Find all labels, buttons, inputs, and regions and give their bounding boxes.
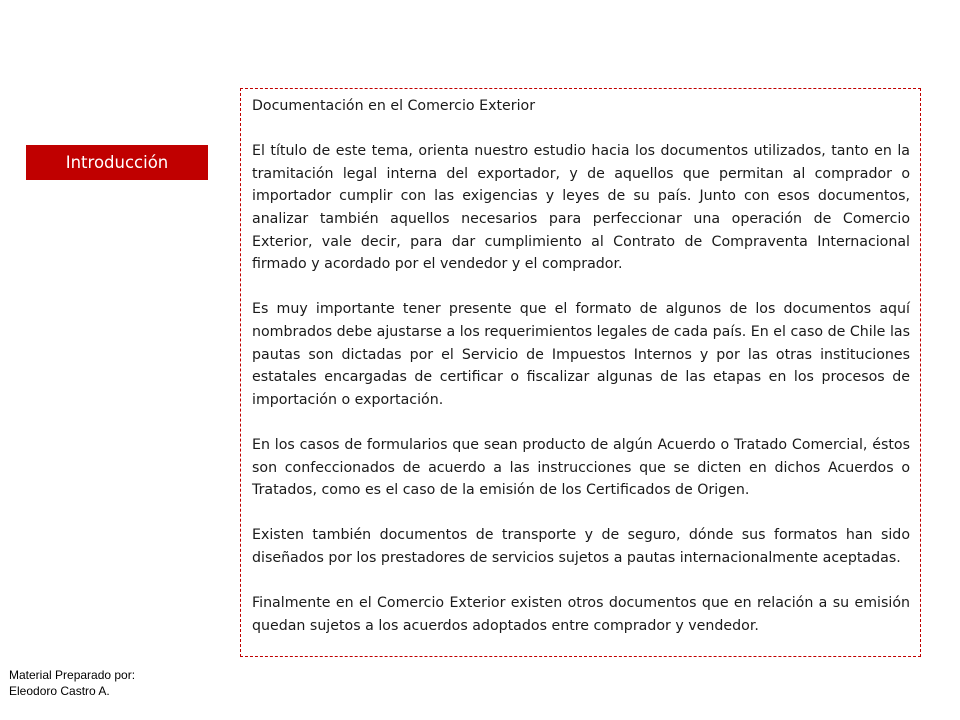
- paragraph-2: Es muy importante tener presente que el formato de algunos de los documentos aquí nombrados debe ajustarse a los requerimientos legales de cada país. En el caso de Chile las pautas son dictadas por el Servicio de Impuestos Internos y por las otras instituciones estatales encargadas de certificar o fiscalizar algunas de las etapas en los procesos de importación o exportación.: [252, 301, 910, 408]
- paragraph-3: En los casos de formularios que sean producto de algún Acuerdo o Tratado Comercial, éstos son confeccionados de acuerdo a las instrucciones que se dicten en dichos Acuerdos o Tratados, como es el caso de la emisión de los Certificados de Origen.: [252, 436, 910, 499]
- paragraph-5: Finalmente en el Comercio Exterior existen otros documentos que en relación a su emisión quedan sujetos a los acuerdos adoptados entre comprador y vendedor.: [252, 595, 910, 634]
- section-badge-introduccion: Introducción: [26, 145, 208, 180]
- credits-line-2: Eleodoro Castro A.: [9, 684, 110, 698]
- author-credits: [9, 667, 135, 699]
- paragraph-4: Existen también documentos de transporte y de seguro, dónde sus formatos han sido diseñados por los prestadores de servicios sujetos a pautas internacionalmente aceptadas.: [252, 527, 910, 566]
- content-box: [240, 88, 921, 657]
- paragraph-1: El título de este tema, orienta nuestro estudio hacia los documentos utilizados, tanto en la tramitación legal interna del exportador, y de aquellos que permitan al comprador o importador cumplir con las exigencias y leyes de su país. Junto con esos documentos, analizar también aquellos necesarios para perfeccionar una operación de Comercio Exterior, vale decir, para dar cumplimiento al Contrato de Compraventa Internacional firmado y acordado por el vendedor y el comprador.: [252, 143, 910, 273]
- content-title: Documentación en el Comercio Exterior: [252, 98, 536, 114]
- credits-line-1: Material Preparado por:: [9, 668, 136, 682]
